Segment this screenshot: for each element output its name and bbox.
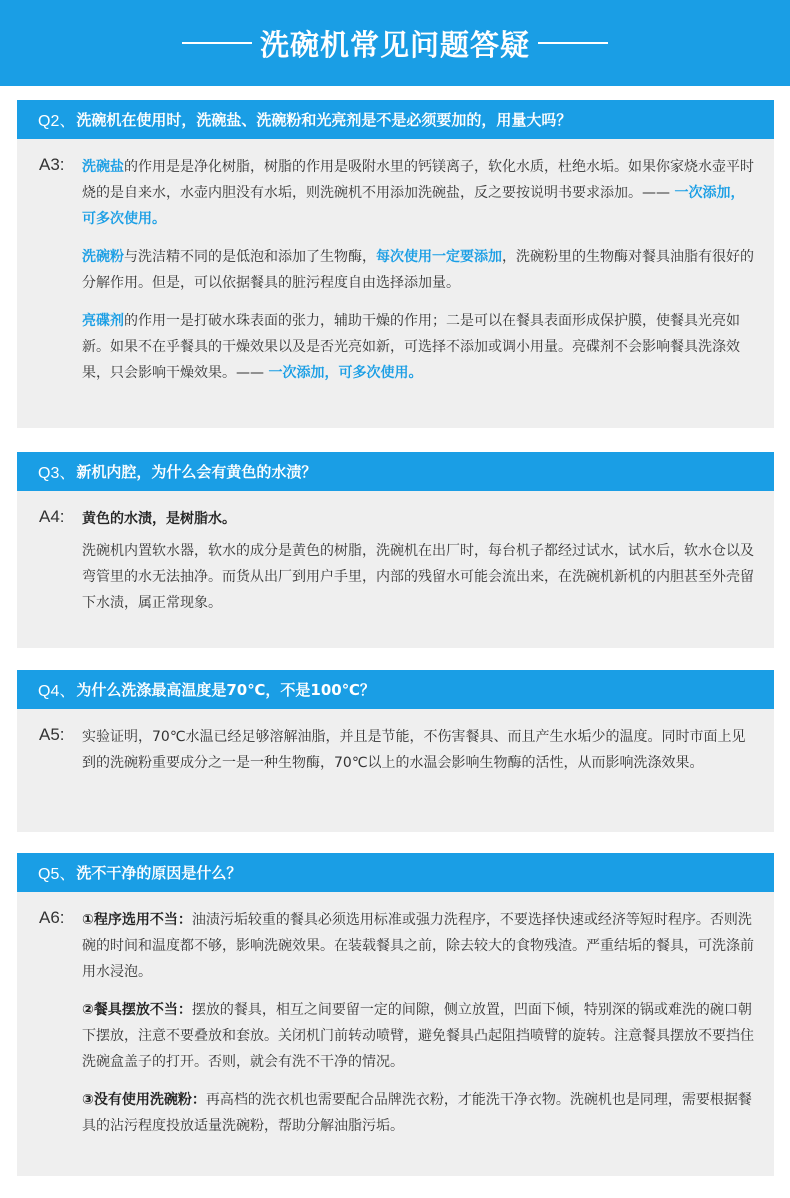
- item-heading: ③没有使用洗碗粉：: [82, 1092, 206, 1108]
- question-number: Q2、: [38, 113, 76, 130]
- answer-paragraph: 实验证明，70℃水温已经足够溶解油脂，并且是节能，不伤害餐具、而且产生水垢少的温度。同时市面上见到的洗碗粉重要成分之一是一种生物酶，70℃以上的水温会影响生物酶的活性，从而影响洗涤效果。: [82, 729, 746, 771]
- paragraph-text: 的作用是是净化树脂，树脂的作用是吸附水里的钙镁离子，软化水质，杜绝水垢。如果你家烧水壶平时烧的是自来水，水壶内胆没有水垢，则洗碗机不用添加洗碗盐，反之要按说明书要求添加。——: [82, 159, 754, 201]
- answer-lead: 黄色的水渍，是树脂水。: [82, 511, 236, 527]
- question-text: 洗不干净的原因是什么？: [76, 864, 242, 882]
- keyword: 亮碟剂: [82, 313, 124, 329]
- answer-label: A5:: [39, 725, 65, 744]
- answer-paragraph: [82, 154, 754, 232]
- title-line-right: [538, 42, 608, 44]
- question-text: 新机内腔，为什么会有黄色的水渍？: [76, 463, 317, 481]
- item-heading: ②餐具摆放不当：: [82, 1002, 192, 1018]
- item-heading: ①程序选用不当：: [82, 912, 192, 928]
- faq-card-q5: [17, 853, 774, 1176]
- faq-card-q4: [17, 670, 774, 832]
- answer-paragraph: [82, 244, 754, 296]
- question-number: Q3、: [38, 465, 76, 482]
- question-text: 为什么洗涤最高温度是70℃，不是100℃？: [76, 681, 375, 699]
- question-bar: [17, 853, 774, 892]
- paragraph-text: 与洗洁精不同的是低泡和添加了生物酶，: [124, 249, 376, 265]
- paragraph-text: 再高档的洗衣机也需要配合品牌洗衣粉，才能洗干净衣物。洗碗机也是同理，需要根据餐具的沾污程度投放适量洗碗粉，帮助分解油脂污垢。: [82, 1092, 752, 1134]
- question-bar: [17, 670, 774, 709]
- answer-body: [17, 709, 774, 776]
- keyword: 洗碗粉: [82, 249, 124, 265]
- paragraph-text: 摆放的餐具，相互之间要留一定的间隙，侧立放置，凹面下倾，特别深的锅或难洗的碗口朝下摆放，注意不要叠放和套放。关闭机门前转动喷臂，避免餐具凸起阻挡喷臂的旋转。注意餐具摆放不要挡住洗碗盒盖子的打开。否则，就会有洗不干净的情况。: [82, 1002, 754, 1070]
- emphasis: 一次添加，可多次使用。: [268, 365, 423, 381]
- faq-card-q3: [17, 452, 774, 648]
- answer-paragraph: [82, 1087, 754, 1139]
- answer-paragraph: [82, 997, 754, 1075]
- answer-label: A3:: [39, 155, 65, 174]
- paragraph-text: 的作用一是打破水珠表面的张力，辅助干燥的作用；二是可以在餐具表面形成保护膜，使餐具光亮如新。如果不在乎餐具的干燥效果以及是否光亮如新，可选择不添加或调小用量。亮碟剂不会影响餐具洗涤效果，只会影响干燥效果。——: [82, 313, 740, 381]
- question-text: 洗碗机在使用时，洗碗盐、洗碗粉和光亮剂是不是必须要加的，用量大吗？: [76, 111, 572, 129]
- answer-body: [17, 892, 774, 1139]
- answer-label: A4:: [39, 507, 65, 526]
- question-bar: [17, 100, 774, 139]
- keyword: 洗碗盐: [82, 159, 124, 175]
- page-title: 洗碗机常见问题答疑: [259, 27, 530, 62]
- paragraph-text: ，洗碗粉里的生物酶对餐具油脂有很好的分解作用。但是，可以依据餐具的脏污程度自由选择添加量。: [82, 249, 754, 291]
- paragraph-text: 油渍污垢较重的餐具必须选用标准或强力洗程序，不要选择快速或经济等短时程序。否则洗碗的时间和温度都不够，影响洗碗效果。在装载餐具之前，除去较大的食物残渣。严重结垢的餐具，可洗涤前用水浸泡。: [82, 912, 754, 980]
- answer-paragraph: [82, 308, 754, 386]
- question-number: Q5、: [38, 866, 76, 883]
- emphasis: 每次使用一定要添加: [376, 249, 502, 265]
- question-bar: [17, 452, 774, 491]
- page-header: [0, 0, 790, 86]
- answer-body: [17, 139, 774, 386]
- answer-body: [17, 491, 774, 616]
- answer-label: A6:: [39, 908, 65, 927]
- title-line-left: [182, 42, 252, 44]
- answer-paragraph: [82, 907, 754, 985]
- question-number: Q4、: [38, 683, 76, 700]
- emphasis: 一次添加，可多次使用。: [82, 185, 745, 227]
- answer-paragraph: 洗碗机内置软水器，软水的成分是黄色的树脂，洗碗机在出厂时，每台机子都经过试水，试水后，软水仓以及弯管里的水无法抽净。而货从出厂到用户手里，内部的残留水可能会流出来，在洗碗机新机的内胆甚至外壳留下水渍，属正常现象。: [82, 543, 754, 611]
- faq-card-q2: [17, 100, 774, 428]
